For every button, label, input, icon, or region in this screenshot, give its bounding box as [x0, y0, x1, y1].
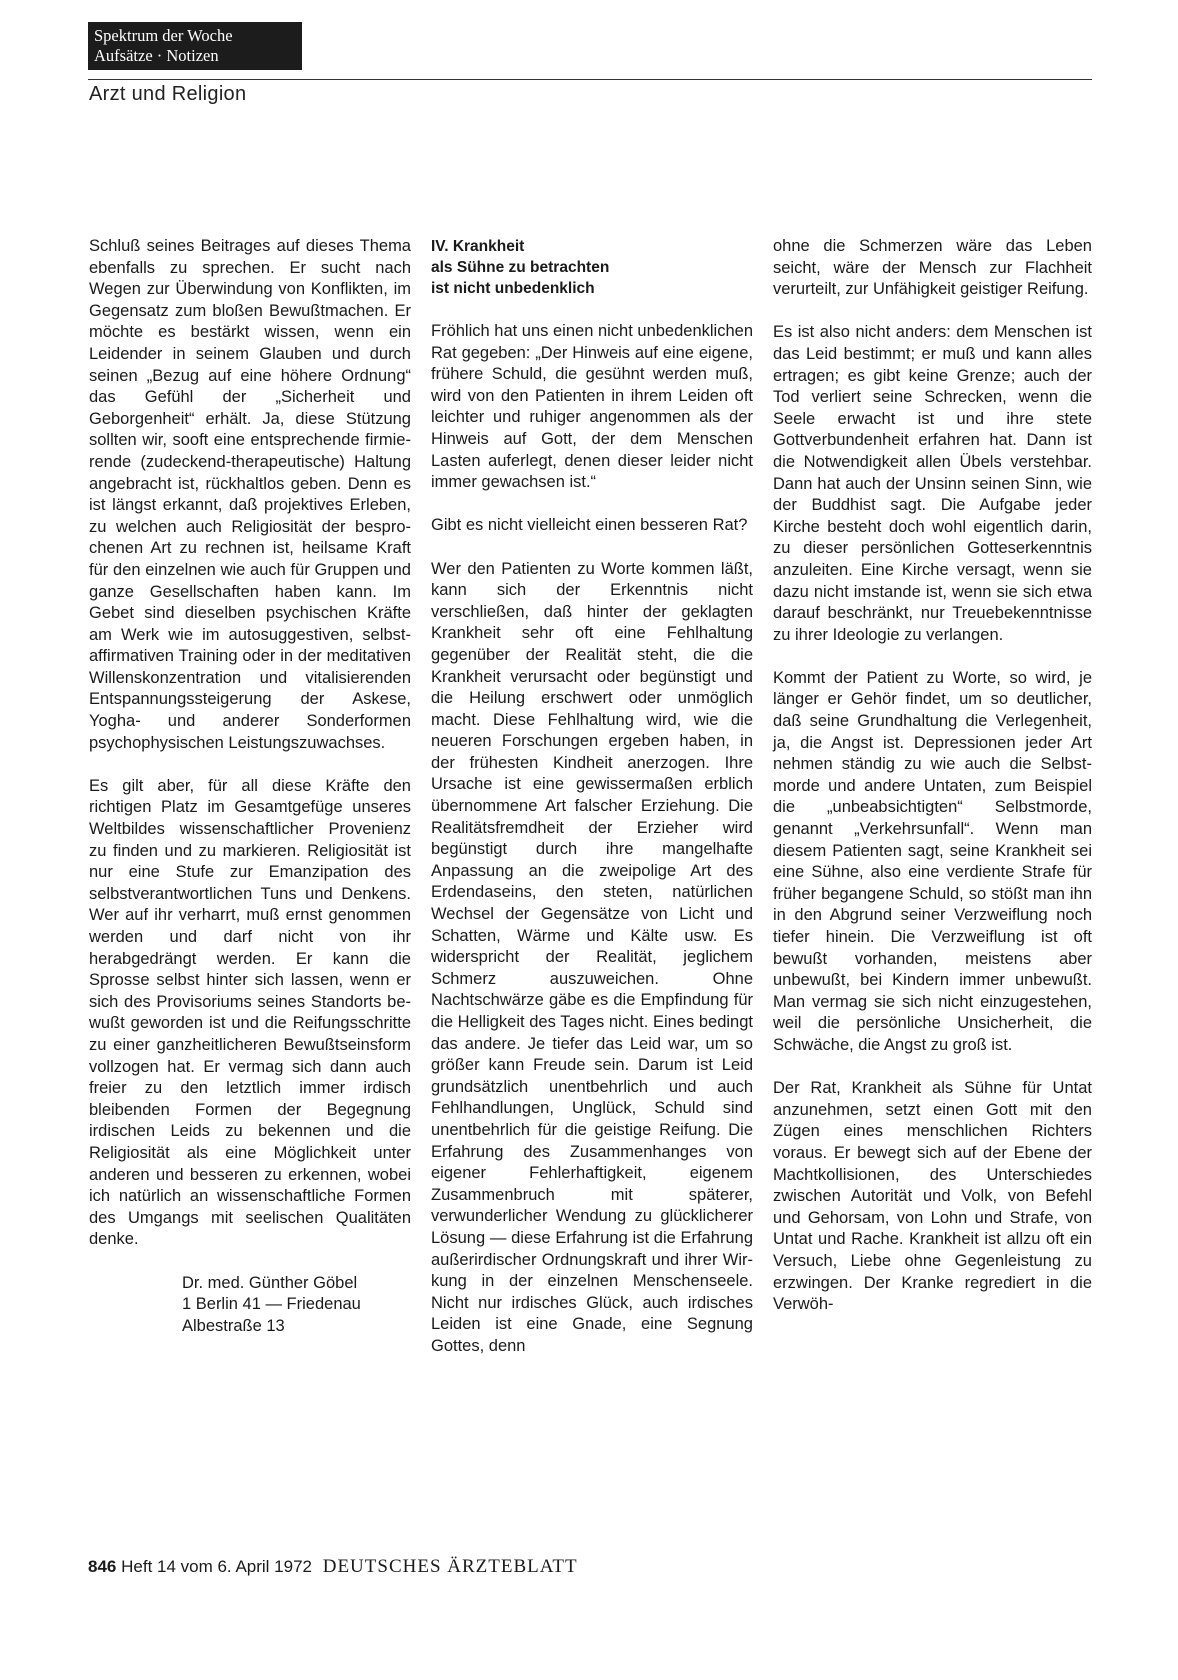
paragraph: Kommt der Patient zu Worte, so wird, je länger er Gehör findet, um so deutlicher, daß seine Grundhaltung die Verlegenheit, ja, die Angst ist. Depressionen jeder Art nehmen ständig zu wie auch die Selbstmorde und andere Untaten, zum Beispiel die „unbeabsichtigten“ Selbstmorde, genannt „Verkehrsunfall“. Wenn man diesem Patienten sagt, seine Krankheit sei eine Sühne, also eine verdiente Strafe für früher begangene Schuld, so stößt man ihn in den Abgrund seiner Verzweiflung noch tiefer hinein. Die Verzweiflung ist oft bewußt vorhanden, meistens aber unbewußt, bei Kindern immer unbewußt. Man vermag sie sich nicht einzugestehen, weil die persönliche Unsicherheit, die Schwäche, die Angst zu groß ist. [773, 668, 1092, 1054]
page-footer [88, 1556, 578, 1578]
paragraph: ohne die Schmerzen wäre das Leben seicht, wäre der Mensch zur Flachheit verurteilt, zur Unfähigkeit geistiger Reifung. [773, 237, 1092, 299]
heading-line: als Sühne zu betrachten [431, 259, 610, 276]
article-column-middle [431, 236, 753, 1358]
section-heading [431, 236, 753, 299]
section-badge [88, 22, 302, 70]
article-column-right [773, 236, 1092, 1316]
heading-line: ist nicht unbedenklich [431, 280, 595, 297]
paragraph: Der Rat, Krankheit als Sühne für Untat anzunehmen, setzt einen Gott mit den Zügen eines menschlichen Richters voraus. Er bewegt sich auf der Ebene der Machtkollisionen, des Unterschiedes zwischen Autorität und Volk, von Befehl und Gehorsam, von Lohn und Strafe, von Untat und Rache. Krankheit ist allzu oft ein Versuch, Liebe ohne Gegenleistung zu erzwingen. Der Kranke regrediert in die Verwöh- [773, 1079, 1092, 1314]
author-address-line: Albestraße 13 [182, 1316, 285, 1335]
author-signature [182, 1273, 411, 1338]
heading-line: IV. Krankheit [431, 238, 525, 255]
badge-subtitle: Aufsätze · Notizen [94, 46, 219, 65]
author-name: Dr. med. Günther Göbel [182, 1273, 358, 1292]
paragraph: Es ist also nicht anders: dem Menschen ist das Leid bestimmt; er muß und kann alles ertragen; es gibt keine Grenze; auch der Tod verliert seine Schrecken, wenn die Seele erwacht ist und ihre stete Gottverbundenheit erfahren hat. Dann ist die Notwendigkeit allen Übels verstehbar. Dann hat auch der Unsinn seinen Sinn, wie der Buddhist sagt. Die Aufgabe jeder Kirche besteht doch wohl eigentlich darin, zu dieser persönlichen Gotteserkenntnis anzuleiten. Eine Kirche versagt, wenn sie dazu nicht imstande ist, wenn sie sich etwa darauf beschränkt, nur Treuebekenntnisse zu ihrer Ideologie zu verlangen. [773, 323, 1092, 644]
issue-info: Heft 14 vom 6. April 1972 [121, 1557, 312, 1576]
badge-title: Spektrum der Woche [94, 26, 233, 45]
section-title: Arzt und Religion [89, 83, 247, 105]
paragraph: Wer den Patienten zu Worte kommen läßt, kann sich der Erkenntnis nicht verschließen, daß hinter der geklagten Krankheit sehr oft eine Fehlhaltung gegenüber der Realität steht, die die Krankheit verursacht oder begünstigt und die Heilung erschwert oder unmöglich macht. Diese Fehlhaltung wird, wie die neueren Forschungen ergeben haben, in der frühesten Kindheit anerzogen. Ihre Ursache ist eine gewissermaßen erblich übernommene Art falscher Erziehung. Die Realitätsfremdheit der Erzieher wird begünstigt durch ihre mangelhafte Anpassung an die zweipolige Art des Erdendaseins, den steten, natürlichen Wechsel der Gegensätze von Licht und Schatten, Wärme und Kälte usw. Es widerspricht der Realität, jeglichem Schmerz auszuweichen. Ohne Nachtschwärze gäbe es die Empfindung für die Helligkeit des Tages nicht. Eines bedingt das andere. Je tiefer das Leid war, um so größer kann Freude sein. Darum ist Leid grundsätzlich unentbehrlich und auch Fehlhandlungen, Unglück, Schuld sind unentbehrlich für die geistige Reifung. Die Erfahrung des Zusammenhanges von eigener Fehlerhaftigkeit, eigenem Zusammenbruch mit späterer, verwunderlicher Wendung zu glücklicherer Lösung — diese Erfahrung ist die Erfahrung außerirdischer Ordnungskraft und ihrer Wirkung in der einzelnen Menschenseele. Nicht nur irdisches Glück, auch irdisches Leiden ist eine Gnade, eine Segnung Gottes, denn [431, 559, 753, 1355]
paragraph: Es gilt aber, für all diese Kräfte den richtigen Platz im Gesamtgefüge unseres Weltbildes wissenschaftlicher Provenienz zu finden und zu markieren. Religiosität ist nur eine Stufe zur Emanzipation des selbstverantwortlichen Tuns und Denkens. Wer auf ihr verharrt, muß ernst genommen werden und darf nicht von ihr herabgedrängt werden. Er kann die Sprosse selbst hinter sich lassen, wenn er sich des Provisoriums seines Standorts bewußt geworden ist und die Reifungsschritte zu einer ganzheitlicheren Bewußtseinsform vollzogen hat. Er vermag sich dann auch freier zu den letztlich immer irdisch bleibenden Formen der Begegnung irdischen Leids zu bekennen und die Religiosität als eine Möglichkeit unter anderen und besseren zu erkennen, wobei ich natürlich an wissenschaftliche Formen des Umgangs mit seelischen Qualitäten denke. [89, 776, 411, 1249]
author-address-line: 1 Berlin 41 — Friedenau [182, 1295, 361, 1314]
header-rule [88, 79, 1092, 80]
paragraph: Gibt es nicht vielleicht einen besseren Rat? [431, 516, 748, 535]
page-number: 846 [88, 1557, 117, 1576]
paragraph: Fröhlich hat uns einen nicht unbedenklichen Rat gegeben: „Der Hinweis auf eine eigene, frühere Schuld, die gesühnt werden muß, wird von den Patienten in ihrem Leiden oft leichter und ruhiger angenommen als der Hinweis auf Gott, der dem Menschen Lasten auferlegt, denen dieser leider nicht immer gewachsen ist.“ [431, 322, 753, 492]
article-column-left [89, 236, 411, 1337]
journal-name: DEUTSCHES ÄRZTEBLATT [322, 1556, 578, 1577]
paragraph: Schluß seines Beitrages auf dieses Thema ebenfalls zu sprechen. Er sucht nach Wegen zur Überwindung von Konflikten, im Gegensatz zum bloßen Bewußtmachen. Er möchte es bestärkt wissen, wenn ein Leidender in seinem Glauben und durch seinen „Bezug auf eine höhere Ordnung“ das Gefühl der „Sicherheit und Geborgenheit“ erhält. Ja, diese Stützung sollten wir, sooft eine entsprechende firmierende (zudeckend-therapeutische) Haltung angebracht ist, rückhaltlos geben. Denn es ist längst erkannt, daß projektives Erleben, zu welchen auch Religiosität der besprochenen Art zu rechnen ist, heilsame Kraft für den einzelnen wie auch für Gruppen und ganze Gesellschaften haben kann. Im Gebet sind dieselben psychischen Kräfte am Werk wie im autosuggestiven, selbstaffirmativen Training oder in der meditativen Willenskonzentration und vitalisierenden Entspannungssteigerung der Askese, Yogha- und anderer Sonderformen psychophysischen Leistungszuwachses. [89, 237, 411, 752]
